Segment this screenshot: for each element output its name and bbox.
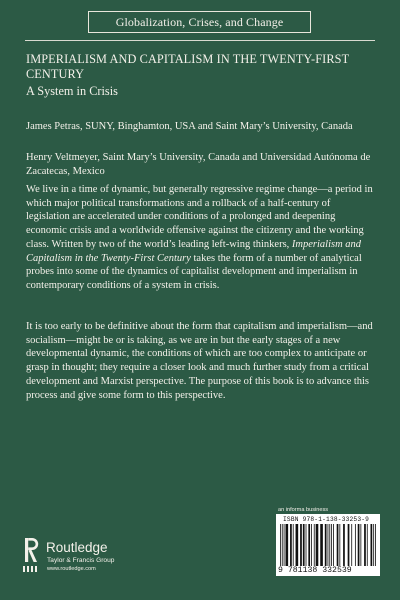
blurb-paragraph-2: It is too early to be definitive about the form that capitalism and imperialism—and socialism—might be or is taking, as we are in but the early stages of a new developmental dynamic, the conditions of which are too complex to anticipate or grasp in thought; they require a closer look and much further study from a critical development and Marxist perspective. The purpose of this book is to advance this process and give some form to this perspective. xyxy=(26,321,373,401)
blurb-paragraph-1 xyxy=(26,183,376,293)
series-box xyxy=(88,11,311,33)
barcode-bar xyxy=(328,524,329,566)
barcode-bar xyxy=(296,524,299,566)
barcode-bar xyxy=(371,524,373,566)
blurb-text: takes the form of a number of analytical probes into some of the dynamics of capitalist development and imperialism in contemporary conditions of a system in crisis. xyxy=(26,252,362,291)
barcode-bar xyxy=(364,524,366,566)
barcode-bar xyxy=(343,524,345,566)
barcode-bar xyxy=(284,524,285,566)
barcode-bar xyxy=(285,524,288,566)
barcode-bar xyxy=(280,524,281,566)
barcode-bar xyxy=(337,524,339,566)
author-1: James Petras, SUNY, Binghamton, USA and Saint Mary’s University, Canada xyxy=(26,121,353,132)
barcode-bar xyxy=(367,524,368,566)
barcode-digits: 9 781138 332539 xyxy=(278,566,352,575)
isbn-label: ISBN 978-1-138-33253-9 xyxy=(283,516,370,523)
barcode-bar xyxy=(331,524,332,566)
barcode-bar xyxy=(308,524,310,566)
publisher-name: Routledge xyxy=(46,540,108,555)
routledge-r-logo-icon xyxy=(22,536,44,574)
barcode-bar xyxy=(375,524,376,566)
series-name: Globalization, Crises, and Change xyxy=(115,14,284,29)
barcode-bar xyxy=(300,524,302,566)
publisher-url: www.routledge.com xyxy=(47,566,96,572)
barcode-bar xyxy=(358,524,360,566)
barcode-bar xyxy=(314,524,315,566)
barcode-bar xyxy=(325,524,327,566)
barcode-bar xyxy=(348,524,350,566)
barcode-bar xyxy=(373,524,374,566)
barcode-bar xyxy=(320,524,323,566)
informa-tagline: an informa business xyxy=(278,507,329,513)
book-title: IMPERIALISM AND CAPITALISM IN THE TWENTY-FIRST CENTURY xyxy=(26,52,350,81)
barcode-bar xyxy=(329,524,330,566)
publisher-group: Taylor & Francis Group xyxy=(47,557,115,564)
divider xyxy=(25,40,375,41)
barcode-bar xyxy=(282,524,283,566)
barcode-bar xyxy=(333,524,334,566)
barcode-bar xyxy=(355,524,356,566)
barcode-bar xyxy=(293,524,294,566)
book-title-italic: Imperialism and Capitalism in the Twenty-First Century xyxy=(26,238,362,264)
barcode-bars xyxy=(280,524,376,566)
isbn-barcode xyxy=(276,514,380,576)
barcode-bar xyxy=(339,524,340,566)
barcode-bar xyxy=(351,524,352,566)
blurb-text: We live in a time of dynamic, but generally regressive regime change—a period in which major political transformations and a rollback of a half-century of legislation are accelerated under conditions of a prolonged and deepening economic crisis and a worldwide offensive against the citizenry and the working class. Written by two of the world’s leading left-wing thinkers, xyxy=(26,184,373,250)
barcode-bar xyxy=(290,524,292,566)
book-subtitle: A System in Crisis xyxy=(26,84,118,98)
publisher-logo xyxy=(22,536,162,580)
barcode-bar xyxy=(303,524,305,566)
author-2: Henry Veltmeyer, Saint Mary’s University, Canada and Universidad Autónoma de Zacatecas, Mexico xyxy=(26,152,371,177)
barcode-bar xyxy=(360,524,361,566)
barcode-bar xyxy=(316,524,319,566)
barcode-bar xyxy=(311,524,312,566)
barcode-bar xyxy=(306,524,307,566)
